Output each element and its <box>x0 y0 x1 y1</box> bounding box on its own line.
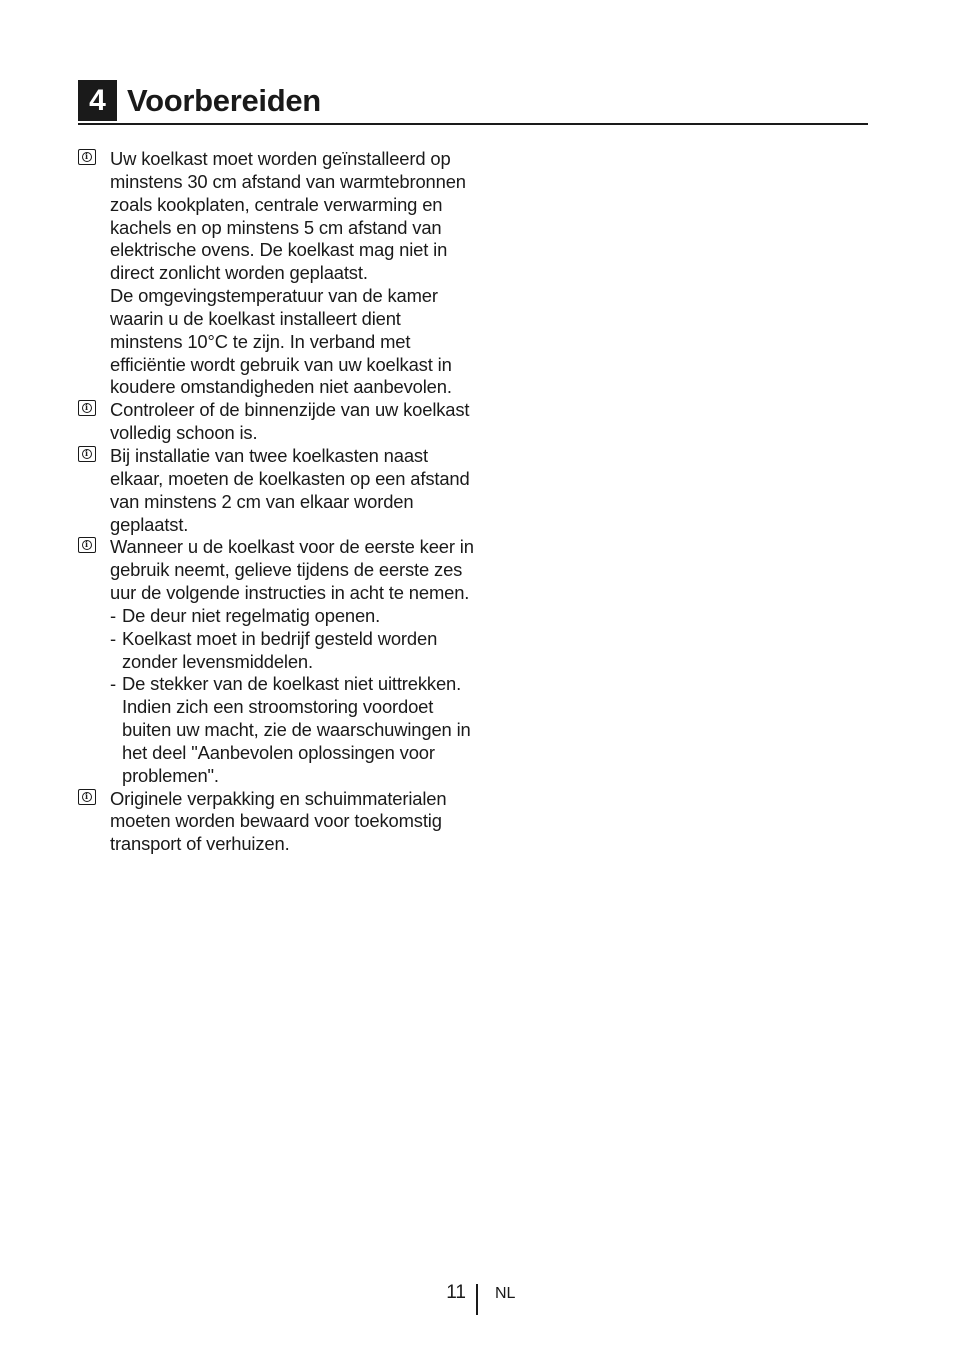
instruction-item: - De deur niet regelmatig openen. <box>110 604 381 626</box>
paragraph: Uw koelkast moet worden geïnstalleerd op minstens 30 cm afstand van warmtebronnen zoals kookplaten, centrale verwarming en kachels en op minstens 5 cm afstand van elektrische ovens. De koelkast mag niet in direct zonlicht worden geplaatst. <box>110 148 466 284</box>
paragraph: Wanneer u de koelkast voor de eerste keer in gebruik neemt, gelieve tijdens de eerste zes uur de volgende instructies in acht te nemen. <box>110 536 474 604</box>
paragraph: Controleer of de binnenzijde van uw koelkast volledig schoon is. <box>110 399 470 444</box>
paragraph: Bij installatie van twee koelkasten naast elkaar, moeten de koelkasten op een afstand van minstens 2 cm van elkaar worden geplaatst. <box>110 444 470 535</box>
footer-divider <box>476 1284 478 1315</box>
info-icon <box>78 400 96 416</box>
list-item <box>78 399 478 445</box>
info-icon <box>78 149 96 165</box>
info-icon <box>78 789 96 805</box>
instruction-item: - Koelkast moet in bedrijf gesteld worden zonder levensmiddelen. <box>110 627 438 672</box>
content <box>78 148 478 856</box>
chapter-title: Voorbereiden <box>127 83 321 118</box>
list-item <box>78 536 478 787</box>
list-item <box>78 788 478 857</box>
instruction-item: - De stekker van de koelkast niet uittrekken. Indien zich een stroomstoring voordoet buiten uw macht, zie de waarschuwingen in het deel "Aanbevolen oplossingen voor problemen". <box>110 673 471 786</box>
page-footer <box>0 1280 954 1316</box>
paragraph: De omgevingstemperatuur van de kamer waarin u de koelkast installeert dient minstens 10°C te zijn. In verband met efficiëntie wordt gebruik van uw koelkast in koudere omstandigheden niet aanbevolen. <box>110 285 452 398</box>
chapter-header <box>78 80 868 125</box>
paragraph: Originele verpakking en schuimmaterialen moeten worden bewaard voor toekomstig transport of verhuizen. <box>110 787 447 855</box>
chapter-number: 4 <box>78 80 117 121</box>
list-item <box>78 445 478 536</box>
info-icon <box>78 446 96 462</box>
instruction-list <box>110 605 478 788</box>
language-code: NL <box>495 1285 516 1302</box>
page-number: 11 <box>446 1282 466 1303</box>
info-icon <box>78 537 96 553</box>
list-item <box>78 148 478 399</box>
